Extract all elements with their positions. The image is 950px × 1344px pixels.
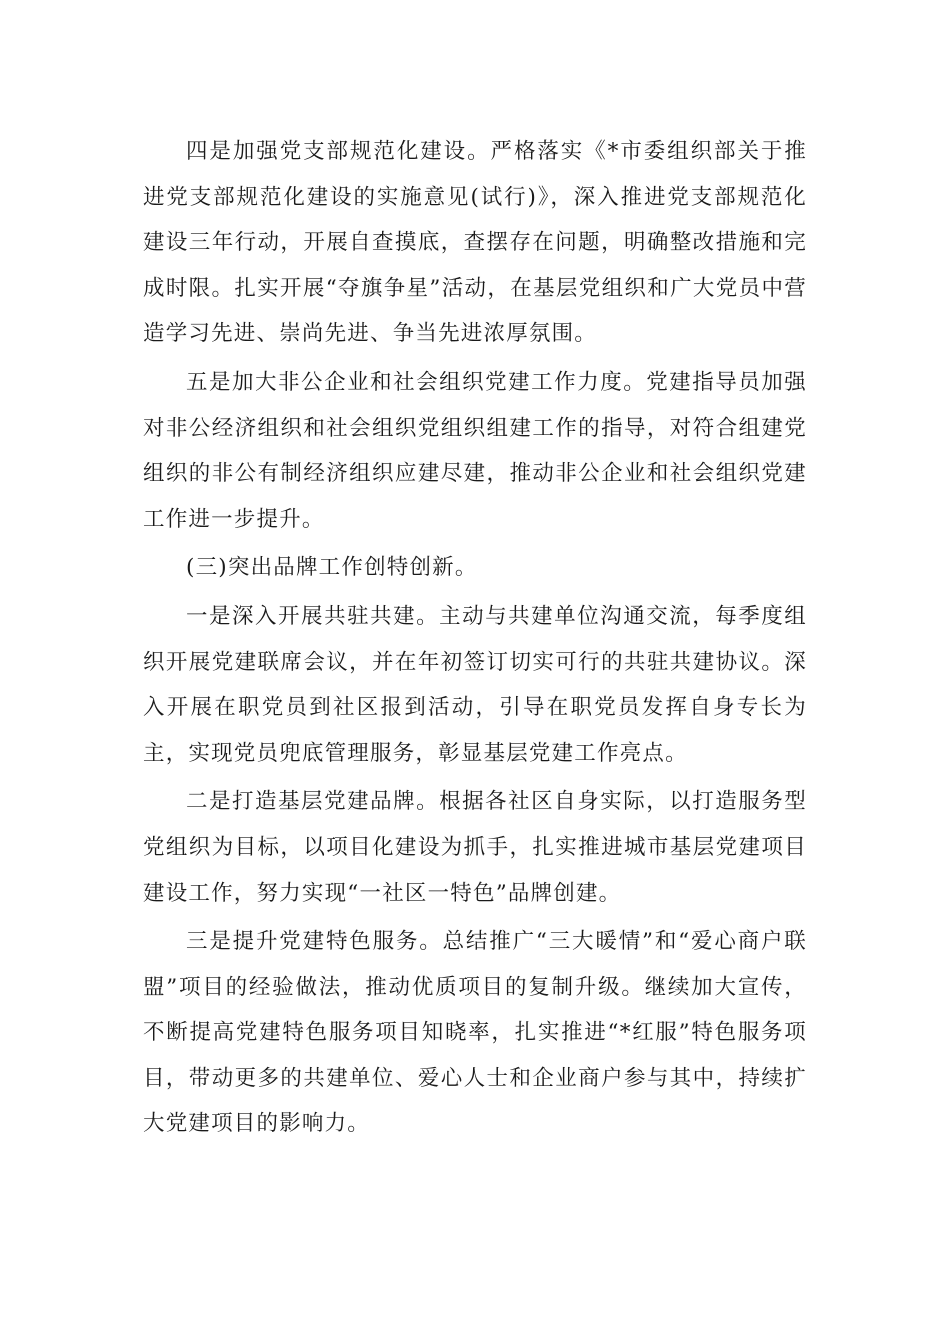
paragraph-grassroots-brand: 二是打造基层党建品牌。根据各社区自身实际，以打造服务型党组织为目标，以项目化建设为抓手，扎实推进城市基层党建项目建设工作，努力实现“一社区一特色”品牌创建。 <box>143 789 807 906</box>
paragraph-strengthen-branch-standardization: 四是加强党支部规范化建设。严格落实《*市委组织部关于推进党支部规范化建设的实施意见(试行)》，深入推进党支部规范化建设三年行动，开展自查摸底，查摆存在问题，明确整改措施和完成时限。扎实开展“夺旗争星”活动，在基层党组织和广大党员中营造学习先进、崇尚先进、争当先进浓厚氛围。 <box>143 139 807 347</box>
paragraph-joint-building: 一是深入开展共驻共建。主动与共建单位沟通交流，每季度组织开展党建联席会议，并在年初签订切实可行的共驻共建协议。深入开展在职党员到社区报到活动，引导在职党员发挥自身专长为主，实现党员兜底管理服务，彰显基层党建工作亮点。 <box>143 603 807 766</box>
document-body <box>143 129 807 1150</box>
paragraph-non-public-enterprise-party-building: 五是加大非公企业和社会组织党建工作力度。党建指导员加强对非公经济组织和社会组织党组织组建工作的指导，对符合组建党组织的非公有制经济组织应建尽建，推动非公企业和社会组织党建工作进一步提升。 <box>143 369 807 532</box>
section-heading-brand-innovation: (三)突出品牌工作创特创新。 <box>186 555 478 581</box>
paragraph-characteristic-services: 三是提升党建特色服务。总结推广“三大暖情”和“爱心商户联盟”项目的经验做法，推动优质项目的复制升级。继续加大宣传，不断提高党建特色服务项目知晓率，扎实推进“*红服”特色服务项目，带动更多的共建单位、爱心人士和企业商户参与其中，持续扩大党建项目的影响力。 <box>143 929 807 1137</box>
